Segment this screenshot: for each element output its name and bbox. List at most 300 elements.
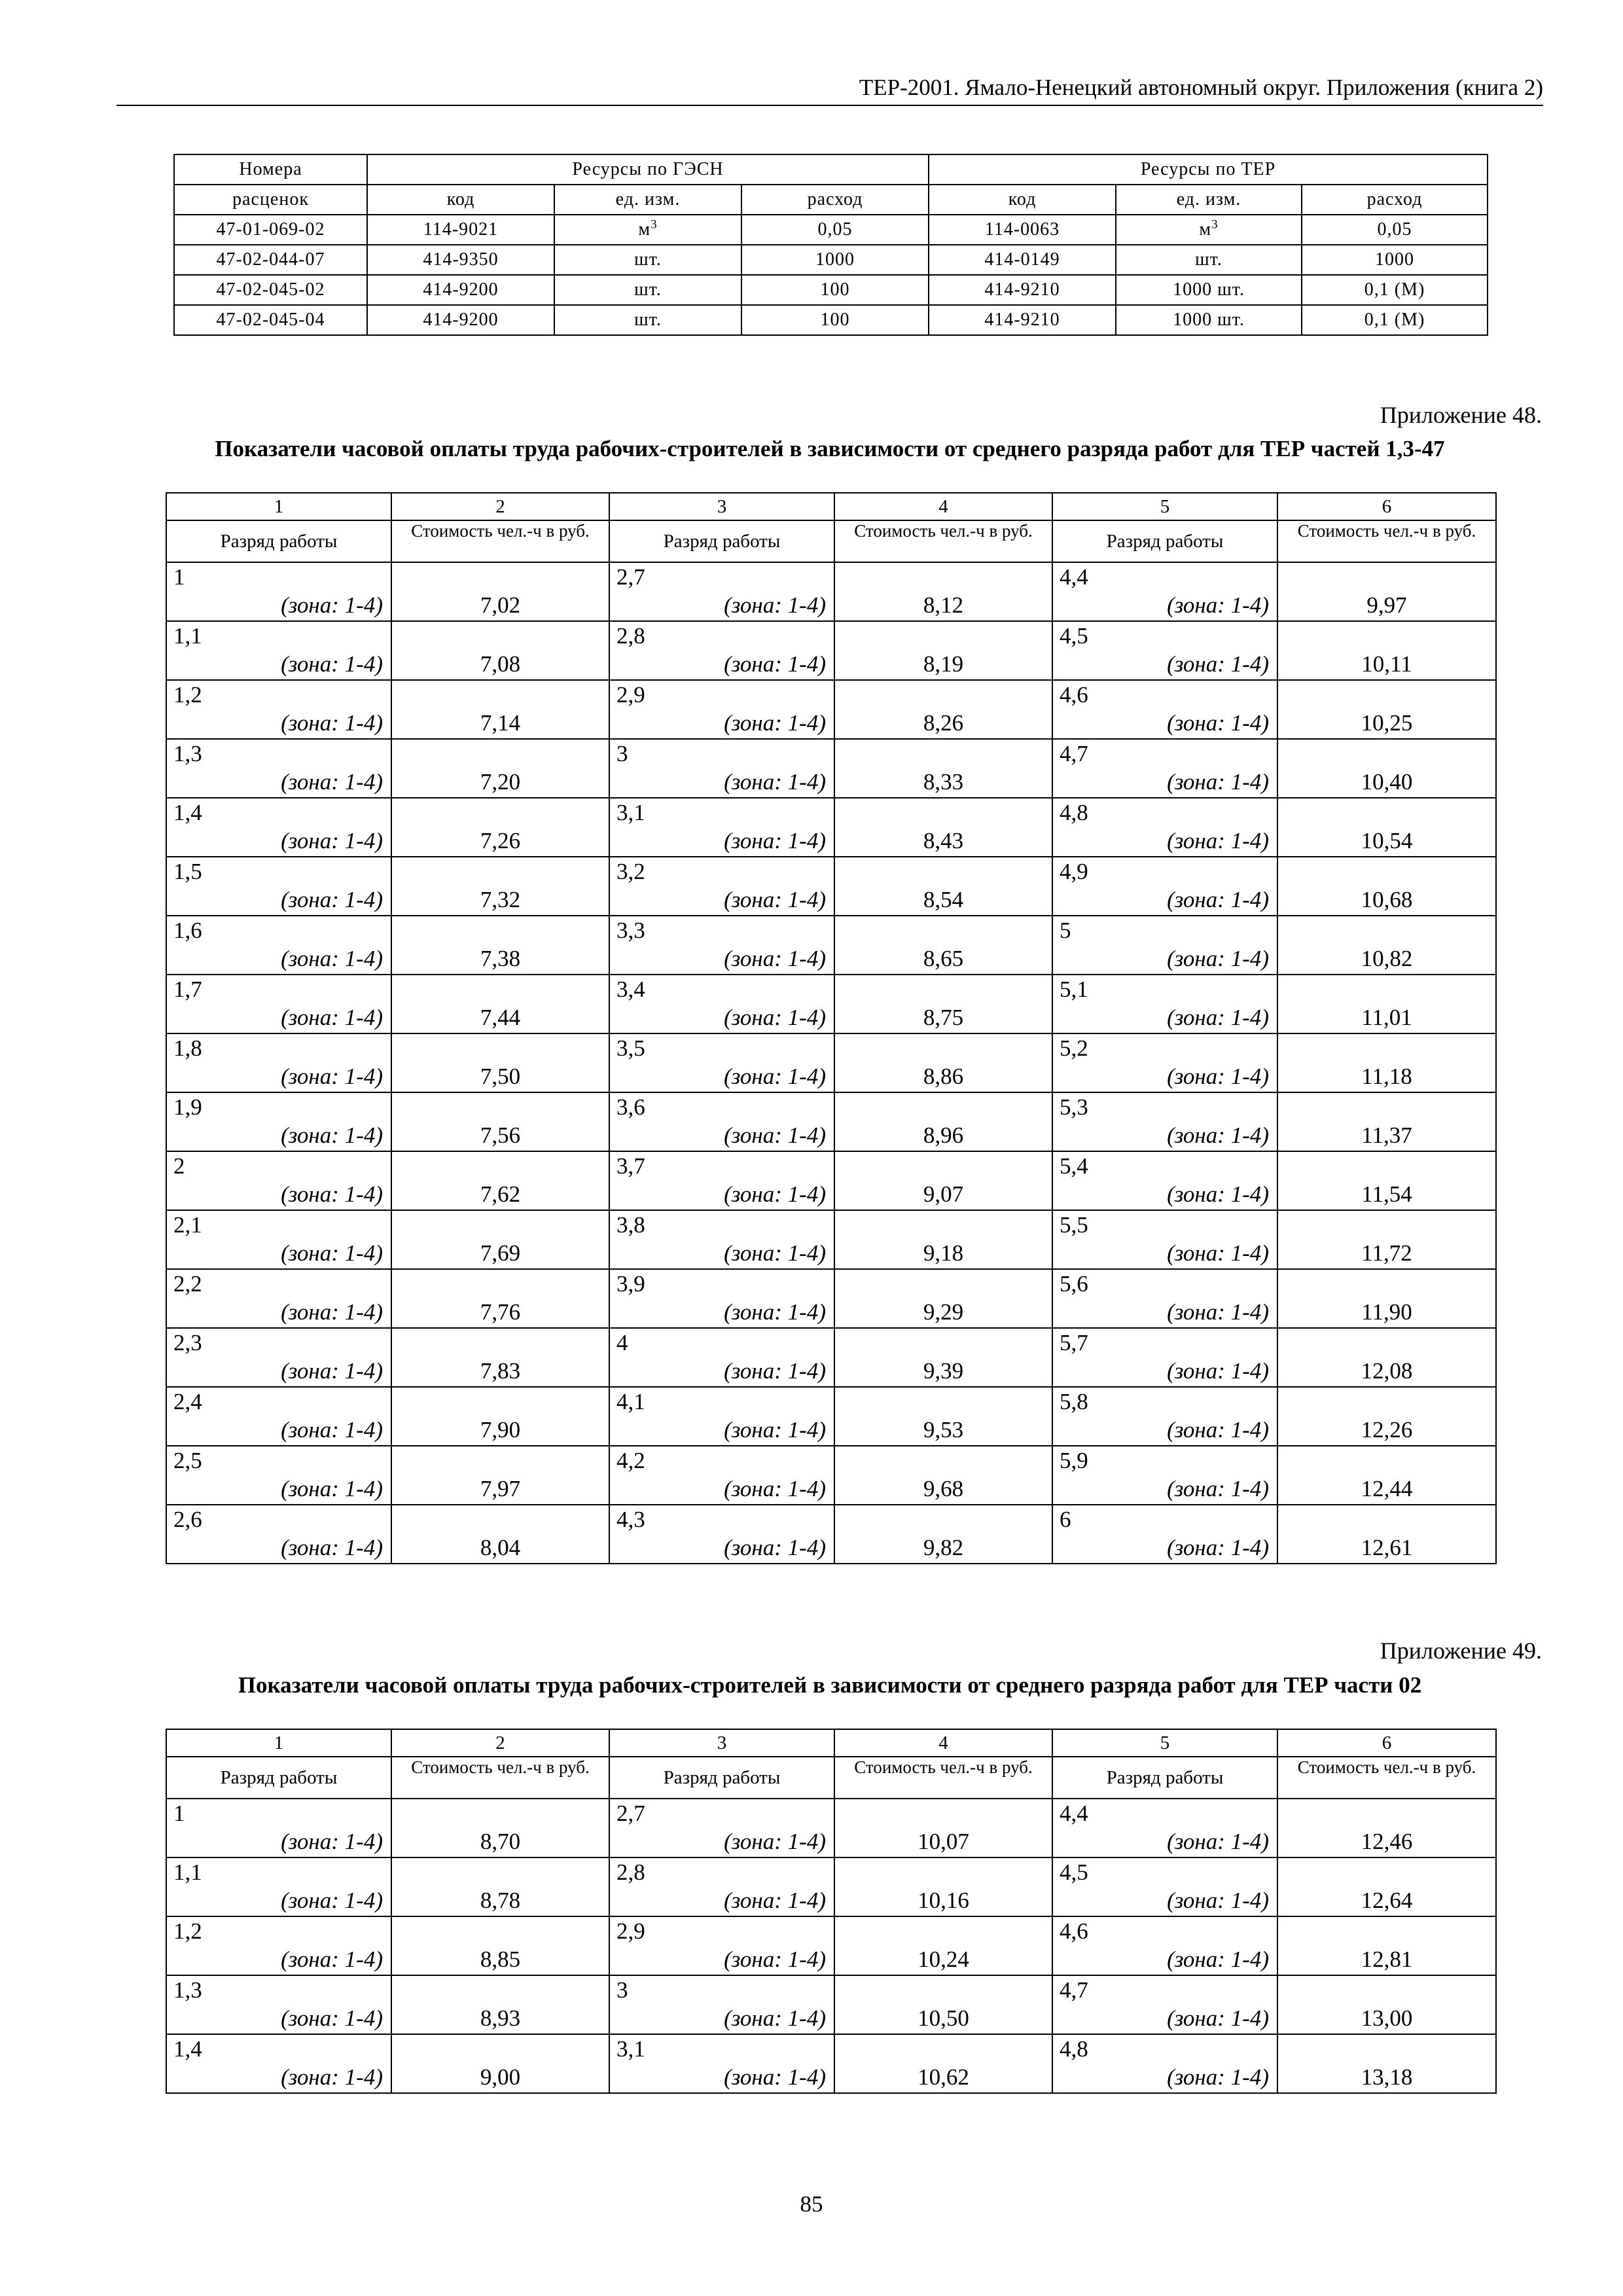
- cost-cell: [1277, 1092, 1496, 1151]
- header-row: [166, 520, 1496, 562]
- table-row: [166, 1446, 1496, 1505]
- cost-value: 9,07: [923, 1181, 964, 1207]
- grade-value: 1,2: [173, 1918, 202, 1944]
- zone-label: (зона: 1-4): [724, 1181, 826, 1207]
- grade-cell: [609, 975, 834, 1033]
- cost-cell: [834, 1092, 1052, 1151]
- cost-cell: [391, 1269, 609, 1328]
- cost-value: 10,16: [918, 1888, 969, 1913]
- zone-label: (зона: 1-4): [1167, 2064, 1269, 2090]
- grade-cell: [166, 562, 391, 621]
- grade-value: 5,8: [1060, 1389, 1088, 1414]
- zone-label: (зона: 1-4): [1167, 1064, 1269, 1089]
- cost-cell: [834, 739, 1052, 798]
- grade-value: 3,9: [616, 1271, 645, 1297]
- header-cost: Стоимость чел.-ч в руб.: [834, 1757, 1052, 1799]
- cost-cell: [391, 1328, 609, 1387]
- zone-label: (зона: 1-4): [281, 2064, 383, 2090]
- zone-label: (зона: 1-4): [724, 887, 826, 912]
- grade-value: 5,3: [1060, 1094, 1088, 1120]
- grade-value: 4,5: [1060, 623, 1088, 649]
- unit-text: м: [638, 219, 651, 240]
- cost-value: 7,62: [480, 1181, 521, 1207]
- header-cell: код: [929, 185, 1116, 215]
- table-row: [166, 1033, 1496, 1092]
- cost-value: 8,65: [923, 946, 964, 971]
- cost-value: 8,85: [480, 1946, 521, 1972]
- grade-cell: [609, 1916, 834, 1975]
- zone-label: (зона: 1-4): [281, 1240, 383, 1266]
- cost-cell: [834, 1033, 1052, 1092]
- zone-label: (зона: 1-4): [281, 769, 383, 795]
- cost-value: 8,12: [923, 592, 964, 618]
- grade-cell: [1052, 1210, 1277, 1269]
- grade-cell: [609, 1446, 834, 1505]
- cost-cell: [834, 1857, 1052, 1916]
- cost-cell: [391, 1916, 609, 1975]
- cost-value: 11,72: [1361, 1240, 1412, 1266]
- cost-value: 10,40: [1361, 769, 1413, 795]
- zone-label: (зона: 1-4): [281, 1064, 383, 1089]
- table-cell: 414-9210: [929, 275, 1116, 305]
- grade-value: 4: [616, 1330, 628, 1355]
- cost-value: 8,19: [923, 651, 964, 677]
- cost-value: 10,25: [1361, 710, 1413, 736]
- cost-value: 11,37: [1361, 1122, 1412, 1148]
- zone-label: (зона: 1-4): [724, 1005, 826, 1030]
- cost-cell: [391, 798, 609, 857]
- grade-cell: [1052, 1799, 1277, 1857]
- grade-value: 4,7: [1060, 1977, 1088, 2003]
- zone-label: (зона: 1-4): [281, 1005, 383, 1030]
- table-row: [174, 275, 1488, 305]
- grade-value: 4,1: [616, 1389, 645, 1414]
- grade-cell: [166, 1387, 391, 1446]
- zone-label: (зона: 1-4): [1167, 1299, 1269, 1325]
- table-cell: 114-9021: [367, 215, 554, 245]
- cost-value: 7,69: [480, 1240, 521, 1266]
- table-cell: 414-9200: [367, 275, 554, 305]
- cost-cell: [834, 1446, 1052, 1505]
- table-cell: [1116, 245, 1302, 275]
- grade-cell: [609, 621, 834, 680]
- zone-label: (зона: 1-4): [1167, 1417, 1269, 1443]
- grade-cell: [166, 1092, 391, 1151]
- grade-value: 2,9: [616, 682, 645, 708]
- grade-value: 3,5: [616, 1035, 645, 1061]
- table-cell: [554, 245, 741, 275]
- table-cell: [1116, 215, 1302, 245]
- header-cell-gesn: Ресурсы по ГЭСН: [367, 154, 929, 185]
- cost-value: 8,78: [480, 1888, 521, 1913]
- grade-cell: [1052, 975, 1277, 1033]
- grade-value: 2,8: [616, 1859, 645, 1885]
- grade-cell: [166, 680, 391, 739]
- zone-label: (зона: 1-4): [1167, 1946, 1269, 1972]
- cost-value: 7,90: [480, 1417, 521, 1443]
- cost-cell: [834, 2034, 1052, 2093]
- grade-cell: [609, 857, 834, 916]
- zone-label: (зона: 1-4): [281, 1181, 383, 1207]
- cost-cell: [1277, 621, 1496, 680]
- table-cell: 1000: [741, 245, 929, 275]
- cost-value: 7,20: [480, 769, 521, 795]
- table-row: [166, 798, 1496, 857]
- zone-label: (зона: 1-4): [1167, 828, 1269, 853]
- cost-value: 12,44: [1361, 1476, 1413, 1501]
- grade-value: 2,7: [616, 564, 645, 590]
- cost-cell: [834, 1916, 1052, 1975]
- zone-label: (зона: 1-4): [1167, 1181, 1269, 1207]
- cost-value: 8,54: [923, 887, 964, 912]
- zone-label: (зона: 1-4): [281, 2005, 383, 2031]
- cost-value: 8,86: [923, 1064, 964, 1089]
- grade-cell: [166, 1210, 391, 1269]
- grade-cell: [609, 1210, 834, 1269]
- cost-value: 8,33: [923, 769, 964, 795]
- table-cell: 114-0063: [929, 215, 1116, 245]
- grade-value: 2: [173, 1153, 185, 1179]
- cost-value: 11,01: [1361, 1005, 1412, 1030]
- cost-value: 12,46: [1361, 1829, 1413, 1854]
- grade-cell: [166, 2034, 391, 2093]
- cost-value: 7,38: [480, 946, 521, 971]
- cost-cell: [391, 1151, 609, 1210]
- table-cell: 0,1 (М): [1302, 305, 1488, 335]
- cost-cell: [391, 1092, 609, 1151]
- header-cell: расценок: [174, 185, 367, 215]
- grade-value: 1,1: [173, 623, 202, 649]
- header-row: [166, 1757, 1496, 1799]
- grade-cell: [609, 916, 834, 975]
- cost-value: 7,26: [480, 828, 521, 853]
- grade-cell: [166, 1857, 391, 1916]
- cost-cell: [834, 857, 1052, 916]
- cost-cell: [391, 1799, 609, 1857]
- cost-cell: [391, 621, 609, 680]
- grade-cell: [609, 2034, 834, 2093]
- cost-cell: [1277, 1505, 1496, 1564]
- grade-value: 3,4: [616, 977, 645, 1002]
- header-grade: Разряд работы: [609, 1757, 834, 1799]
- cost-cell: [391, 1210, 609, 1269]
- header-grade: Разряд работы: [609, 520, 834, 562]
- zone-label: (зона: 1-4): [724, 2005, 826, 2031]
- cost-value: 7,76: [480, 1299, 521, 1325]
- table-cell: 0,05: [741, 215, 929, 245]
- cost-value: 11,18: [1361, 1064, 1412, 1089]
- cost-value: 7,50: [480, 1064, 521, 1089]
- grade-value: 3,2: [616, 859, 645, 884]
- unit-text: шт.: [634, 279, 662, 300]
- grade-cell: [166, 975, 391, 1033]
- grade-cell: [166, 1916, 391, 1975]
- grade-value: 5,5: [1060, 1212, 1088, 1238]
- table-cell: [554, 275, 741, 305]
- cost-value: 10,54: [1361, 828, 1413, 853]
- cost-value: 12,26: [1361, 1417, 1413, 1443]
- header-cost: Стоимость чел.-ч в руб.: [391, 520, 609, 562]
- grade-cell: [166, 916, 391, 975]
- column-number: 6: [1277, 1729, 1496, 1757]
- zone-label: (зона: 1-4): [281, 1122, 383, 1148]
- cost-value: 9,68: [923, 1476, 964, 1501]
- grade-value: 1,8: [173, 1035, 202, 1061]
- cost-cell: [391, 975, 609, 1033]
- column-number: 4: [834, 493, 1052, 520]
- zone-label: (зона: 1-4): [724, 710, 826, 736]
- column-number-row: [166, 1729, 1496, 1757]
- table-row: [166, 562, 1496, 621]
- column-number-row: [166, 493, 1496, 520]
- zone-label: (зона: 1-4): [1167, 1005, 1269, 1030]
- cost-cell: [1277, 1387, 1496, 1446]
- grade-cell: [166, 1033, 391, 1092]
- grade-cell: [1052, 1092, 1277, 1151]
- zone-label: (зона: 1-4): [1167, 946, 1269, 971]
- zone-label: (зона: 1-4): [724, 769, 826, 795]
- cost-value: 13,18: [1361, 2064, 1413, 2090]
- cost-value: 8,26: [923, 710, 964, 736]
- cost-value: 7,44: [480, 1005, 521, 1030]
- grade-cell: [166, 1975, 391, 2034]
- cost-value: 7,14: [480, 710, 521, 736]
- cost-value: 10,62: [918, 2064, 969, 2090]
- table-cell: [1116, 305, 1302, 335]
- table-row: [166, 621, 1496, 680]
- grade-cell: [1052, 1505, 1277, 1564]
- grade-cell: [1052, 1269, 1277, 1328]
- cost-value: 9,18: [923, 1240, 964, 1266]
- grade-cell: [1052, 739, 1277, 798]
- grade-value: 1,5: [173, 859, 202, 884]
- grade-value: 4,6: [1060, 1918, 1088, 1944]
- table-row: [166, 1269, 1496, 1328]
- page-number: 85: [800, 2191, 823, 2217]
- zone-label: (зона: 1-4): [281, 946, 383, 971]
- grade-value: 4,9: [1060, 859, 1088, 884]
- cost-value: 7,97: [480, 1476, 521, 1501]
- table-cell: 47-02-045-04: [174, 305, 367, 335]
- grade-value: 5: [1060, 918, 1071, 943]
- grade-value: 4,7: [1060, 741, 1088, 766]
- grade-value: 1,2: [173, 682, 202, 708]
- grade-value: 4,8: [1060, 800, 1088, 825]
- grade-value: 4,4: [1060, 564, 1088, 590]
- header-cell: Номера: [174, 154, 367, 185]
- grade-value: 2,6: [173, 1507, 202, 1532]
- column-number: 3: [609, 1729, 834, 1757]
- grade-value: 1: [173, 1801, 185, 1826]
- cost-cell: [1277, 1799, 1496, 1857]
- table-cell: 414-9350: [367, 245, 554, 275]
- zone-label: (зона: 1-4): [724, 592, 826, 618]
- cost-value: 9,39: [923, 1358, 964, 1384]
- cost-value: 7,02: [480, 592, 521, 618]
- cost-value: 12,81: [1361, 1946, 1413, 1972]
- table-row: [166, 1387, 1496, 1446]
- cost-cell: [834, 1799, 1052, 1857]
- unit-exponent: 3: [651, 217, 658, 232]
- cost-cell: [1277, 1328, 1496, 1387]
- grade-cell: [166, 798, 391, 857]
- cost-cell: [391, 1857, 609, 1916]
- header-cost: Стоимость чел.-ч в руб.: [1277, 1757, 1496, 1799]
- grade-cell: [1052, 1033, 1277, 1092]
- grade-cell: [609, 1799, 834, 1857]
- table-cell: 100: [741, 275, 929, 305]
- cost-cell: [834, 680, 1052, 739]
- cost-value: 8,96: [923, 1122, 964, 1148]
- cost-cell: [391, 680, 609, 739]
- cost-cell: [391, 562, 609, 621]
- zone-label: (зона: 1-4): [1167, 1535, 1269, 1560]
- table-row: [166, 1328, 1496, 1387]
- table-row: [166, 916, 1496, 975]
- cost-cell: [391, 1975, 609, 2034]
- grade-cell: [609, 1975, 834, 2034]
- cost-value: 7,83: [480, 1358, 521, 1384]
- table-cell: 0,1 (М): [1302, 275, 1488, 305]
- cost-cell: [834, 621, 1052, 680]
- cost-cell: [391, 739, 609, 798]
- cost-cell: [391, 1446, 609, 1505]
- grade-value: 1,1: [173, 1859, 202, 1885]
- cost-value: 10,82: [1361, 946, 1413, 971]
- zone-label: (зона: 1-4): [724, 1299, 826, 1325]
- header-grade: Разряд работы: [166, 1757, 391, 1799]
- grade-value: 1,6: [173, 918, 202, 943]
- cost-cell: [391, 1505, 609, 1564]
- zone-label: (зона: 1-4): [724, 651, 826, 677]
- grade-value: 2,1: [173, 1212, 202, 1238]
- cost-value: 7,56: [480, 1122, 521, 1148]
- cost-cell: [391, 857, 609, 916]
- cost-cell: [1277, 1269, 1496, 1328]
- cost-cell: [391, 1387, 609, 1446]
- unit-text: 1000 шт.: [1173, 310, 1245, 330]
- zone-label: (зона: 1-4): [281, 1476, 383, 1501]
- grade-value: 5,2: [1060, 1035, 1088, 1061]
- grade-cell: [609, 1387, 834, 1446]
- zone-label: (зона: 1-4): [724, 1535, 826, 1560]
- column-number: 5: [1052, 493, 1277, 520]
- table-cell: [554, 305, 741, 335]
- zone-label: (зона: 1-4): [281, 651, 383, 677]
- grade-cell: [1052, 2034, 1277, 2093]
- cost-cell: [391, 2034, 609, 2093]
- zone-label: (зона: 1-4): [724, 1476, 826, 1501]
- zone-label: (зона: 1-4): [724, 1417, 826, 1443]
- cost-value: 11,90: [1361, 1299, 1412, 1325]
- cost-value: 9,00: [480, 2064, 521, 2090]
- zone-label: (зона: 1-4): [724, 1240, 826, 1266]
- grade-value: 1: [173, 564, 185, 590]
- zone-label: (зона: 1-4): [281, 1946, 383, 1972]
- header-cell: расход: [1302, 185, 1488, 215]
- zone-label: (зона: 1-4): [724, 946, 826, 971]
- grade-cell: [1052, 857, 1277, 916]
- header-cost: Стоимость чел.-ч в руб.: [834, 520, 1052, 562]
- grade-value: 2,2: [173, 1271, 202, 1297]
- unit-exponent: 3: [1211, 217, 1219, 232]
- grade-cell: [166, 857, 391, 916]
- zone-label: (зона: 1-4): [1167, 1240, 1269, 1266]
- zone-label: (зона: 1-4): [1167, 710, 1269, 736]
- column-number: 1: [166, 1729, 391, 1757]
- grade-cell: [1052, 562, 1277, 621]
- zone-label: (зона: 1-4): [724, 1888, 826, 1913]
- cost-value: 8,43: [923, 828, 964, 853]
- zone-label: (зона: 1-4): [281, 1888, 383, 1913]
- table-cell: 47-02-044-07: [174, 245, 367, 275]
- cost-value: 13,00: [1361, 2005, 1413, 2031]
- zone-label: (зона: 1-4): [724, 1122, 826, 1148]
- zone-label: (зона: 1-4): [724, 1064, 826, 1089]
- grade-value: 5,6: [1060, 1271, 1088, 1297]
- table-row: [174, 305, 1488, 335]
- zone-label: (зона: 1-4): [1167, 887, 1269, 912]
- rate-table-48: [166, 492, 1497, 1564]
- column-number: 4: [834, 1729, 1052, 1757]
- zone-label: (зона: 1-4): [281, 1358, 383, 1384]
- cost-cell: [1277, 798, 1496, 857]
- grade-cell: [609, 739, 834, 798]
- grade-value: 4,8: [1060, 2036, 1088, 2062]
- zone-label: (зона: 1-4): [281, 887, 383, 912]
- cost-cell: [1277, 562, 1496, 621]
- cost-value: 10,50: [918, 2005, 969, 2031]
- grade-cell: [1052, 680, 1277, 739]
- grade-cell: [1052, 1387, 1277, 1446]
- grade-value: 3: [616, 741, 628, 766]
- grade-cell: [609, 1505, 834, 1564]
- unit-text: 1000 шт.: [1173, 279, 1245, 300]
- table-row: [166, 1092, 1496, 1151]
- table-row: [174, 215, 1488, 245]
- grade-cell: [166, 1505, 391, 1564]
- grade-cell: [609, 562, 834, 621]
- cost-cell: [1277, 1210, 1496, 1269]
- zone-label: (зона: 1-4): [1167, 2005, 1269, 2031]
- grade-cell: [609, 680, 834, 739]
- grade-value: 4,6: [1060, 682, 1088, 708]
- grade-cell: [1052, 1857, 1277, 1916]
- zone-label: (зона: 1-4): [281, 1299, 383, 1325]
- zone-label: (зона: 1-4): [1167, 1888, 1269, 1913]
- grade-cell: [1052, 621, 1277, 680]
- grade-cell: [166, 1151, 391, 1210]
- grade-value: 6: [1060, 1507, 1071, 1532]
- zone-label: (зона: 1-4): [1167, 1476, 1269, 1501]
- zone-label: (зона: 1-4): [1167, 1122, 1269, 1148]
- zone-label: (зона: 1-4): [724, 828, 826, 853]
- table-row: [166, 1210, 1496, 1269]
- header-cell-ter: Ресурсы по ТЕР: [929, 154, 1488, 185]
- cost-value: 8,75: [923, 1005, 964, 1030]
- zone-label: (зона: 1-4): [1167, 592, 1269, 618]
- table-cell: 414-0149: [929, 245, 1116, 275]
- grade-value: 5,7: [1060, 1330, 1088, 1355]
- cost-cell: [1277, 1857, 1496, 1916]
- unit-text: м: [1199, 219, 1212, 240]
- grade-cell: [1052, 1328, 1277, 1387]
- column-number: 1: [166, 493, 391, 520]
- cost-value: 11,54: [1361, 1181, 1412, 1207]
- cost-cell: [834, 1387, 1052, 1446]
- cost-value: 10,24: [918, 1946, 969, 1972]
- cost-cell: [1277, 1446, 1496, 1505]
